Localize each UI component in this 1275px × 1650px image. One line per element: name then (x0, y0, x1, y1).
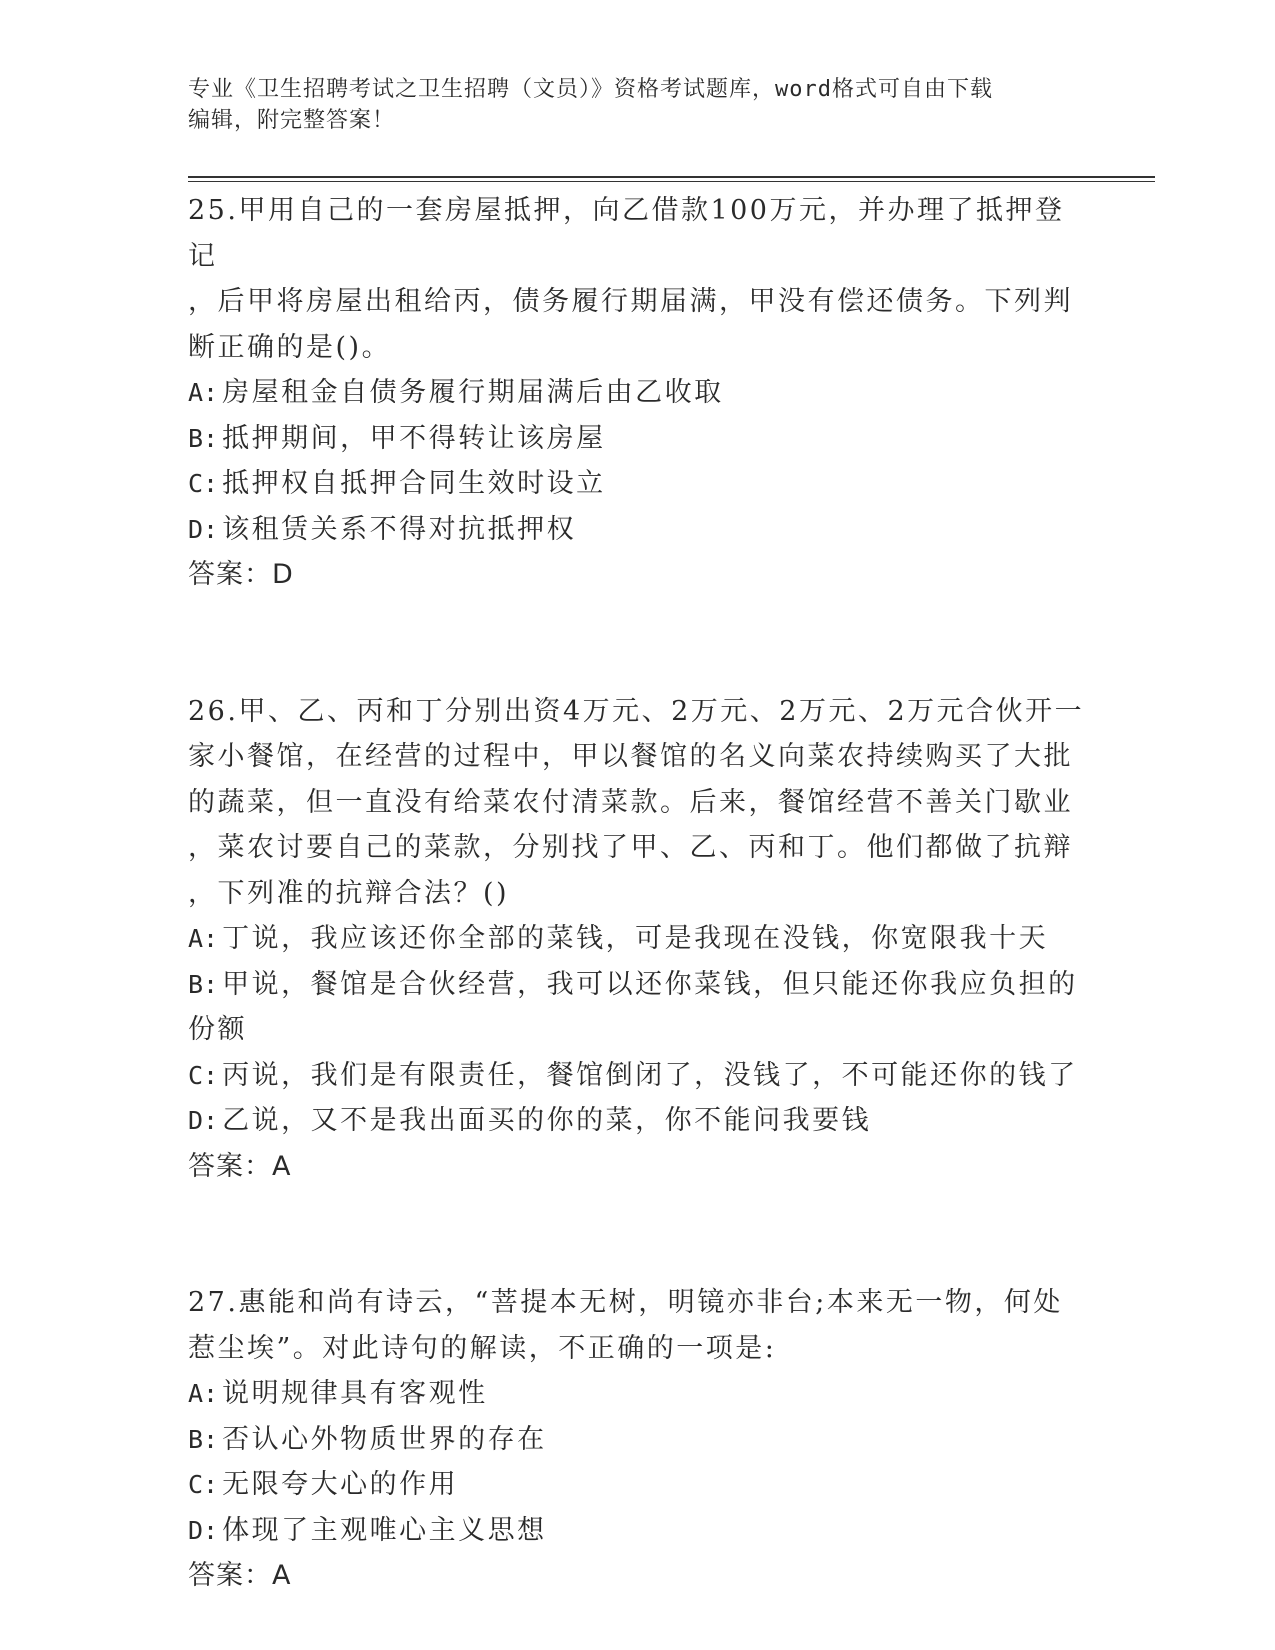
option-letter: C: (188, 1060, 219, 1090)
option-a (188, 370, 1088, 416)
option-b (188, 962, 1088, 1008)
document-header (188, 74, 1068, 136)
option-text: 说明规律具有客观性 (222, 1378, 488, 1409)
option-text: 体现了主观唯心主义思想 (222, 1514, 547, 1546)
option-b-continuation (188, 1007, 1088, 1053)
option-letter: D: (188, 514, 219, 544)
option-d (188, 507, 1088, 553)
option-text: 否认心外物质世界的存在 (222, 1423, 547, 1455)
option-letter: B: (188, 1424, 219, 1454)
question-text-line: ，后甲将房屋出租给丙，债务履行期届满，甲没有偿还债务。下列判 (188, 286, 1073, 317)
option-a (188, 1371, 1088, 1417)
option-b (188, 416, 1088, 462)
option-text: 无限夸大心的作用 (222, 1469, 459, 1500)
option-text: 丙说，我们是有限责任，餐馆倒闭了，没钱了，不可能还你的钱了 (222, 1059, 1078, 1091)
question-text-line: 27.惠能和尚有诗云，“菩提本无树，明镜亦非台;本来无一物，何处 (188, 1287, 1063, 1318)
option-letter: C: (188, 1470, 219, 1499)
question-text-line: 家小餐馆，在经营的过程中，甲以餐馆的名义向菜农持续购买了大批 (188, 741, 1073, 772)
answer-label: 答案：A (188, 1150, 292, 1182)
header-divider-thin (188, 181, 1155, 182)
header-divider-thick (188, 176, 1155, 178)
option-text: 丁说，我应该还你全部的菜钱，可是我现在没钱，你宽限我十天 (222, 923, 1049, 954)
option-letter: A: (188, 1379, 219, 1408)
question-list (188, 188, 1088, 1599)
question-text-line: 断正确的是()。 (188, 331, 392, 363)
question-spacer (188, 598, 1088, 689)
answer-label: 答案：A (188, 1560, 292, 1591)
option-letter: D: (188, 1106, 219, 1135)
option-letter: B: (188, 969, 219, 999)
option-letter: A: (188, 378, 219, 407)
option-letter: B: (188, 423, 219, 453)
question-text-line: 26.甲、乙、丙和丁分别出资4万元、2万元、2万元、2万元合伙开一 (188, 695, 1085, 727)
question-text-line: 25.甲用自己的一套房屋抵押，向乙借款100万元，并办理了抵押登记 (188, 195, 1065, 272)
question-text-line: 的蔬菜，但一直没有给菜农付清菜款。后来，餐馆经营不善关门歇业 (188, 786, 1073, 818)
question-text-line: 惹尘埃”。对此诗句的解读，不正确的一项是: (188, 1332, 777, 1364)
option-letter: A: (188, 924, 219, 953)
option-letter: D: (188, 1515, 219, 1545)
option-text: 房屋租金自债务履行期届满后由乙收取 (222, 377, 724, 408)
question-text-line: ，下列准的抗辩合法？() (188, 877, 510, 909)
question-26 (188, 689, 1088, 1190)
option-text: 抵押期间，甲不得转让该房屋 (222, 422, 606, 454)
option-text: 份额 (188, 1014, 247, 1045)
question-27 (188, 1280, 1088, 1599)
question-spacer (188, 1189, 1088, 1280)
option-c (188, 461, 1088, 507)
answer-label: 答案：D (188, 559, 294, 590)
header-line-2: 编辑，附完整答案！ (188, 108, 396, 133)
option-text: 甲说，餐馆是合伙经营，我可以还你菜钱，但只能还你我应负担的 (222, 968, 1078, 1000)
header-line-1: 专业《卫生招聘考试之卫生招聘（文员）》资格考试题库，word格式可自由下载 (188, 77, 993, 102)
option-c (188, 1053, 1088, 1099)
option-text: 抵押权自抵押合同生效时设立 (222, 468, 606, 499)
option-letter: C: (188, 469, 219, 498)
option-d (188, 1098, 1088, 1144)
question-text-line: ，菜农讨要自己的菜款，分别找了甲、乙、丙和丁。他们都做了抗辩 (188, 832, 1073, 863)
option-a (188, 916, 1088, 962)
question-25 (188, 188, 1088, 598)
option-c (188, 1462, 1088, 1508)
option-text: 乙说，又不是我出面买的你的菜，你不能问我要钱 (222, 1105, 872, 1136)
option-text: 该租赁关系不得对抗抵押权 (222, 513, 577, 545)
option-d (188, 1508, 1088, 1554)
option-b (188, 1417, 1088, 1463)
